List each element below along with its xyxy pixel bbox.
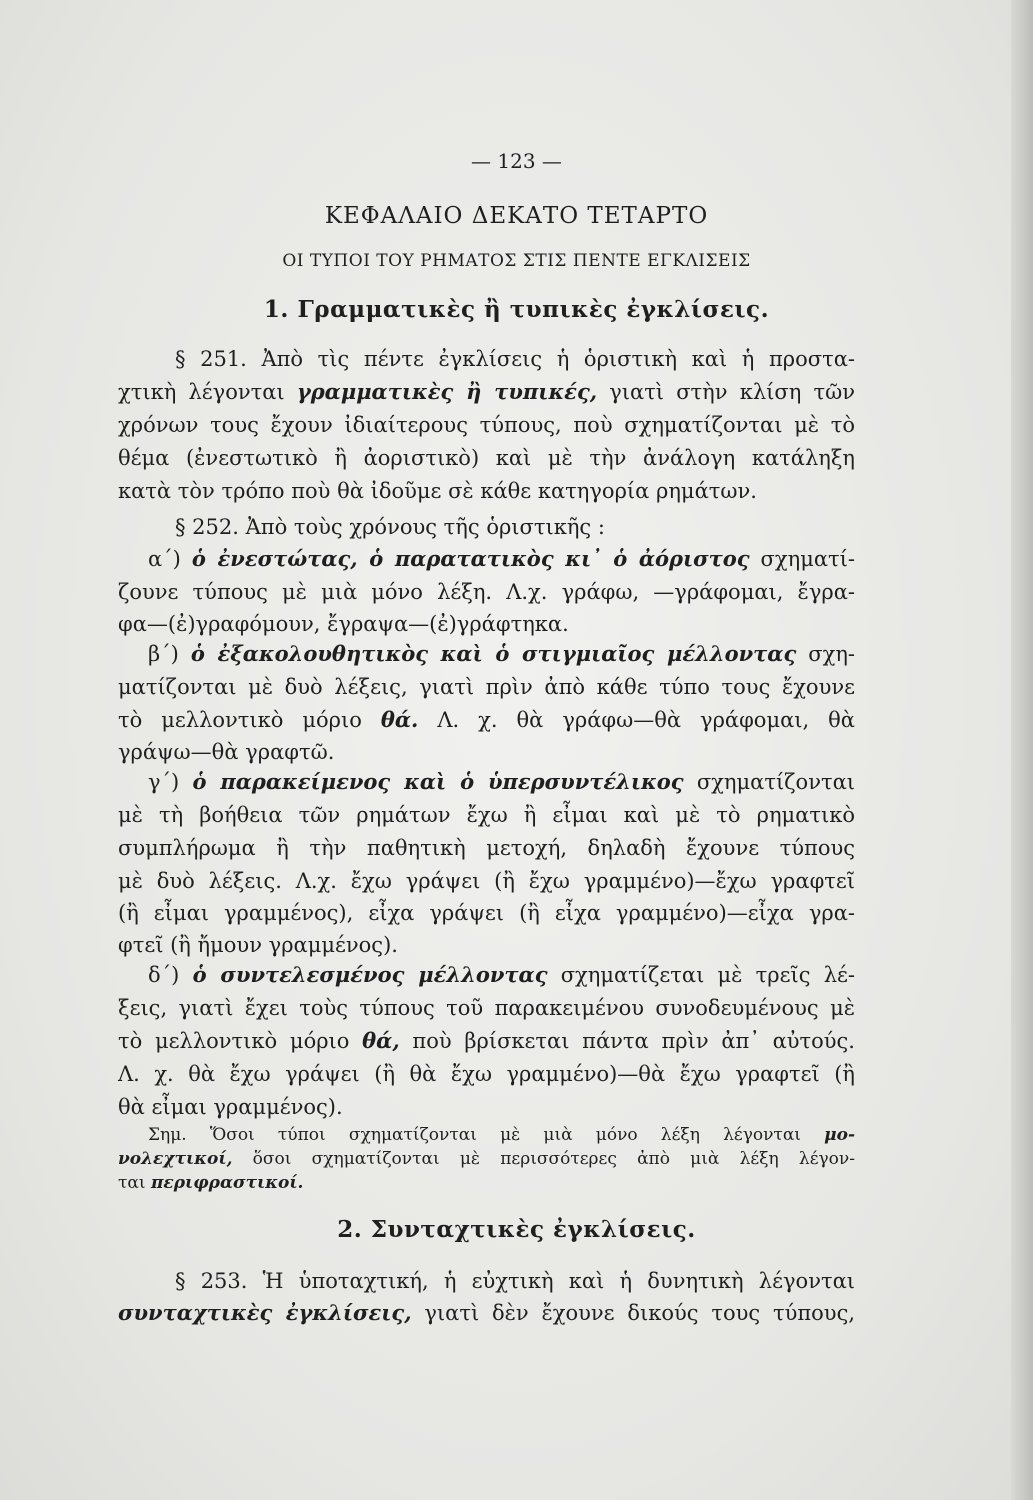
note-line-2: νολεχτικοί, ὅσοι σχηματίζονται μὲ περισσότερες ἀπὸ μιὰ λέξη λέγον-: [118, 1149, 855, 1169]
p252-d-line-3: τὸ μελλοντικὸ μόριο θά, ποὺ βρίσκεται πάντα πρὶν ἀπ᾿ αὐτούς.: [118, 1028, 855, 1053]
note-line-1: Σημ. Ὅσοι τύποι σχηματίζονται μὲ μιὰ μόνο λέξη λέγονται μο-: [148, 1125, 855, 1145]
p251-line-1: § 251. Ἀπὸ τὶς πέντε ἐγκλίσεις ἡ ὁριστικὴ καὶ ἡ προστα-: [175, 347, 855, 371]
p252-b-line-1: β΄) ὁ ἐξακολουθητικὸς καὶ ὁ στιγμιαῖος μέλλοντας σχη-: [148, 641, 856, 666]
term-parakeimenos: ὁ παρακείμενος καὶ ὁ ὑπερσυντέλικος: [192, 769, 684, 794]
p251-line-3: χρόνων τους ἔχουν ἰδιαίτερους τύπους, ποὺ σχηματίζονται μὲ τὸ: [118, 413, 855, 437]
p252-b-line-4: γράψω—θὰ γραφτῶ.: [118, 740, 335, 764]
page-number: — 123 —: [471, 149, 562, 173]
term-tha: θά.: [380, 707, 419, 732]
p252-b-line-3: τὸ μελλοντικὸ μόριο θά. Λ. χ. θὰ γράφω—θὰ γράφομαι, θὰ: [118, 707, 855, 732]
p253-line-1: § 253. Ἡ ὑποταχτική, ἡ εὐχτικὴ καὶ ἡ δυνητικὴ λέγονται: [175, 1269, 855, 1293]
p251-line-4: θέμα (ἐνεστωτικὸ ἢ ἀοριστικὸ) καὶ μὲ τὴν ἀνάλογη κατάληξη: [118, 446, 855, 470]
section-2-heading: 2. Συνταχτικὲς ἐγκλίσεις.: [337, 1216, 696, 1243]
chapter-title: ΚΕΦΑΛΑΙΟ ΔΕΚΑΤΟ ΤΕΤΑΡΤΟ: [324, 203, 709, 229]
note-line-3: ται περιφραστικοί.: [118, 1173, 304, 1193]
term-monolechtikoi-start: μο-: [824, 1125, 855, 1145]
p252-line-1: § 252. Ἀπὸ τοὺς χρόνους τῆς ὁριστικῆς :: [175, 515, 605, 539]
p253-line-2: συνταχτικὲς ἐγκλίσεις, γιατὶ δὲν ἔχουνε δικούς τους τύπους,: [118, 1300, 856, 1325]
p251-line-2: χτικὴ λέγονται γραμματικὲς ἢ τυπικές, γιατὶ στὴν κλίση τῶν: [118, 379, 855, 404]
p252-d-line-4: Λ. χ. θὰ ἔχω γράψει (ἢ θὰ ἔχω γραμμένο)—θὰ ἔχω γραφτεῖ (ἢ: [118, 1062, 855, 1086]
term-syntelesmenos: ὁ συντελεσμένος μέλλοντας: [192, 962, 548, 987]
term-grammatikes: γραμματικὲς ἢ τυπικές,: [296, 379, 598, 404]
p252-b-line-2: ματίζονται μὲ δυὸ λέξεις, γιατὶ πρὶν ἀπὸ κάθε τύπο τους ἔχουνε: [118, 675, 855, 699]
p252-a-line-3: φα—(ἐ)γραφόμουν, ἔγραψα—(ἐ)γράφτηκα.: [118, 612, 569, 636]
term-perifrastikoi: περιφραστικοί.: [150, 1173, 304, 1193]
term-enestotas: ὁ ἐνεστώτας, ὁ παρατατικὸς κι᾿ ὁ ἀόριστος: [191, 546, 750, 571]
p252-d-line-5: θὰ εἶμαι γραμμένος).: [118, 1095, 343, 1119]
chapter-subtitle: ΟΙ ΤΥΠΟΙ ΤΟΥ ΡΗΜΑΤΟΣ ΣΤΙΣ ΠΕΝΤΕ ΕΓΚΛΙΣΕΙΣ: [282, 251, 751, 271]
section-1-heading: 1. Γραμματικὲς ἢ τυπικὲς ἐγκλίσεις.: [263, 296, 770, 323]
p252-g-line-6: φτεῖ (ἢ ἤμουν γραμμένος).: [118, 933, 398, 957]
term-monolechtikoi-end: νολεχτικοί,: [118, 1149, 233, 1169]
term-tha-2: θά,: [362, 1028, 400, 1053]
p252-d-line-1: δ΄) ὁ συντελεσμένος μέλλοντας σχηματίζεται μὲ τρεῖς λέ-: [148, 962, 855, 987]
p252-a-line-2: ζουνε τύπους μὲ μιὰ μόνο λέξη. Λ.χ. γράφω, —γράφομαι, ἔγρα-: [118, 580, 855, 604]
p252-g-line-2: μὲ τὴ βοήθεια τῶν ρημάτων ἔχω ἢ εἶμαι καὶ μὲ τὸ ρηματικὸ: [118, 803, 855, 827]
p251-line-5: κατὰ τὸν τρόπο ποὺ θὰ ἰδοῦμε σὲ κάθε κατηγορία ρημάτων.: [118, 479, 757, 503]
p252-d-line-2: ξεις, γιατὶ ἔχει τοὺς τύπους τοῦ παρακειμένου συνοδευμένους μὲ: [118, 996, 855, 1020]
p252-g-line-4: μὲ δυὸ λέξεις. Λ.χ. ἔχω γράψει (ἢ ἔχω γραμμένο)—ἔχω γραφτεῖ: [118, 869, 855, 893]
p252-a-line-1: α΄) ὁ ἐνεστώτας, ὁ παρατατικὸς κι᾿ ὁ ἀόριστος σχηματί-: [148, 546, 855, 571]
p252-g-line-5: (ἢ εἶμαι γραμμένος), εἶχα γράψει (ἢ εἶχα γραμμένο)—εἶχα γρα-: [118, 901, 855, 925]
p252-g-line-3: συμπλήρωμα ἢ τὴν παθητικὴ μετοχή, δηλαδὴ ἔχουνε τύπους: [118, 836, 855, 860]
term-mellontas: ὁ ἐξακολουθητικὸς καὶ ὁ στιγμιαῖος μέλλοντας: [190, 641, 797, 666]
term-syntachtikes: συνταχτικὲς ἐγκλίσεις,: [118, 1300, 412, 1325]
p252-g-line-1: γ΄) ὁ παρακείμενος καὶ ὁ ὑπερσυντέλικος σχηματίζονται: [148, 769, 855, 794]
